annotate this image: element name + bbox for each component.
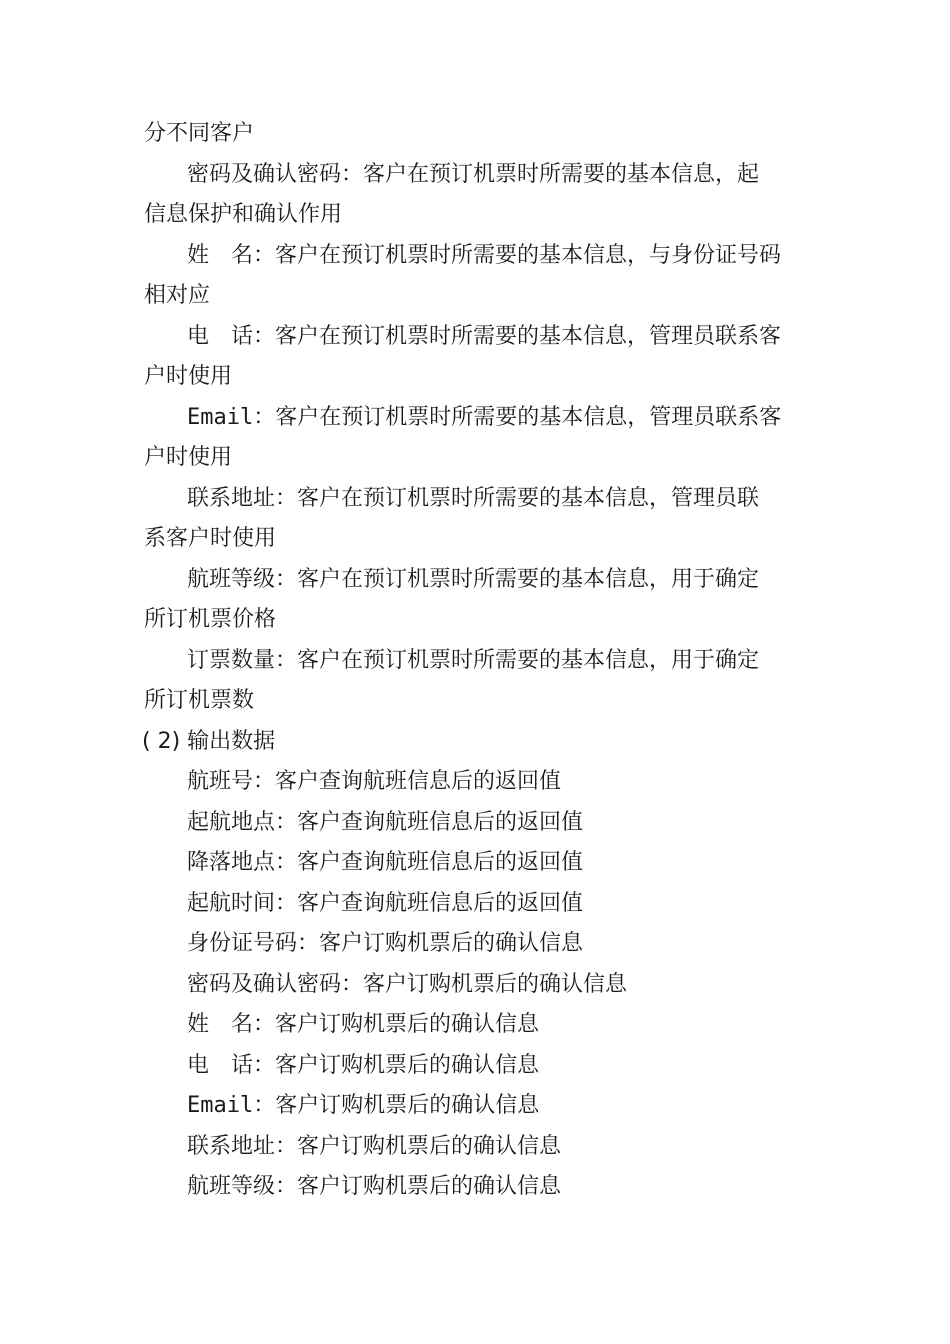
item-text-continued: 相对应 — [144, 283, 211, 308]
output-item — [144, 803, 808, 844]
item-label: 密码及确认密码： — [187, 971, 364, 997]
item-label: 联系地址： — [187, 1133, 298, 1159]
item-text-continued: 户时使用 — [144, 445, 233, 470]
item-text: 客户订购机票后的确认信息 — [275, 1012, 540, 1037]
input-item-password — [144, 155, 808, 236]
item-text: 客户订购机票后的确认信息 — [275, 1093, 540, 1118]
item-text: 客户订购机票后的确认信息 — [363, 971, 628, 997]
item-text: 客户查询航班信息后的返回值 — [275, 769, 562, 794]
item-label: 降落地点： — [187, 850, 298, 875]
item-text-continued: 系客户时使用 — [144, 526, 277, 551]
output-item — [144, 762, 808, 803]
item-label: 联系地址： — [187, 485, 298, 511]
item-label: Email： — [187, 1093, 276, 1118]
section-heading-output: ( 2) 输出数据 — [142, 728, 276, 754]
item-text: 客户在预订机票时所需要的基本信息，用于确定 — [297, 566, 760, 592]
item-label: 起航时间： — [187, 890, 298, 916]
text-line: 分不同客户 — [144, 121, 255, 146]
item-text: 客户查询航班信息后的返回值 — [297, 809, 584, 835]
input-item-email — [144, 398, 808, 479]
output-item — [144, 965, 808, 1006]
item-label: 电 话： — [187, 1052, 276, 1078]
item-text-continued: 户时使用 — [144, 364, 233, 389]
item-text-continued: 所订机票价格 — [144, 607, 277, 632]
item-text: 客户在预订机票时所需要的基本信息，管理员联系客 — [275, 404, 782, 430]
output-item — [144, 843, 808, 884]
item-text: 客户查询航班信息后的返回值 — [297, 850, 584, 875]
input-item-flight-class — [144, 560, 808, 641]
output-item — [144, 884, 808, 925]
item-label: 起航地点： — [187, 809, 298, 835]
item-label: 姓 名： — [187, 1012, 276, 1037]
item-text: 客户订购机票后的确认信息 — [297, 1174, 562, 1199]
input-item-phone — [144, 317, 808, 398]
output-item — [144, 1127, 808, 1168]
item-label: 订票数量： — [187, 647, 298, 673]
item-text-continued: 所订机票数 — [144, 688, 255, 713]
document-page — [144, 114, 808, 1208]
item-text-continued: 信息保护和确认作用 — [144, 202, 343, 227]
input-item-address — [144, 479, 808, 560]
item-label: 姓 名： — [187, 242, 276, 268]
item-label: 航班等级： — [187, 566, 298, 592]
item-label: Email： — [187, 404, 276, 430]
item-text: 客户订购机票后的确认信息 — [275, 1052, 540, 1078]
item-label: 电 话： — [187, 323, 276, 349]
item-label: 航班号： — [187, 769, 276, 794]
item-text: 客户在预订机票时所需要的基本信息，管理员联 — [297, 485, 760, 511]
item-label: 航班等级： — [187, 1174, 298, 1199]
item-text: 客户查询航班信息后的返回值 — [297, 890, 584, 916]
item-text: 客户订购机票后的确认信息 — [319, 931, 584, 956]
input-item-name — [144, 236, 808, 317]
output-item — [144, 1086, 808, 1127]
item-label: 密码及确认密码： — [187, 161, 364, 187]
output-item — [144, 1005, 808, 1046]
output-item — [144, 924, 808, 965]
item-text: 客户在预订机票时所需要的基本信息，用于确定 — [297, 647, 760, 673]
item-text: 客户在预订机票时所需要的基本信息，与身份证号码 — [275, 242, 782, 268]
item-text: 客户在预订机票时所需要的基本信息，起 — [363, 161, 760, 187]
output-item — [144, 1167, 808, 1208]
input-item-ticket-quantity — [144, 641, 808, 722]
item-text: 客户订购机票后的确认信息 — [297, 1133, 562, 1159]
item-text: 客户在预订机票时所需要的基本信息，管理员联系客 — [275, 323, 782, 349]
output-item — [144, 1046, 808, 1087]
item-label: 身份证号码： — [187, 931, 320, 956]
